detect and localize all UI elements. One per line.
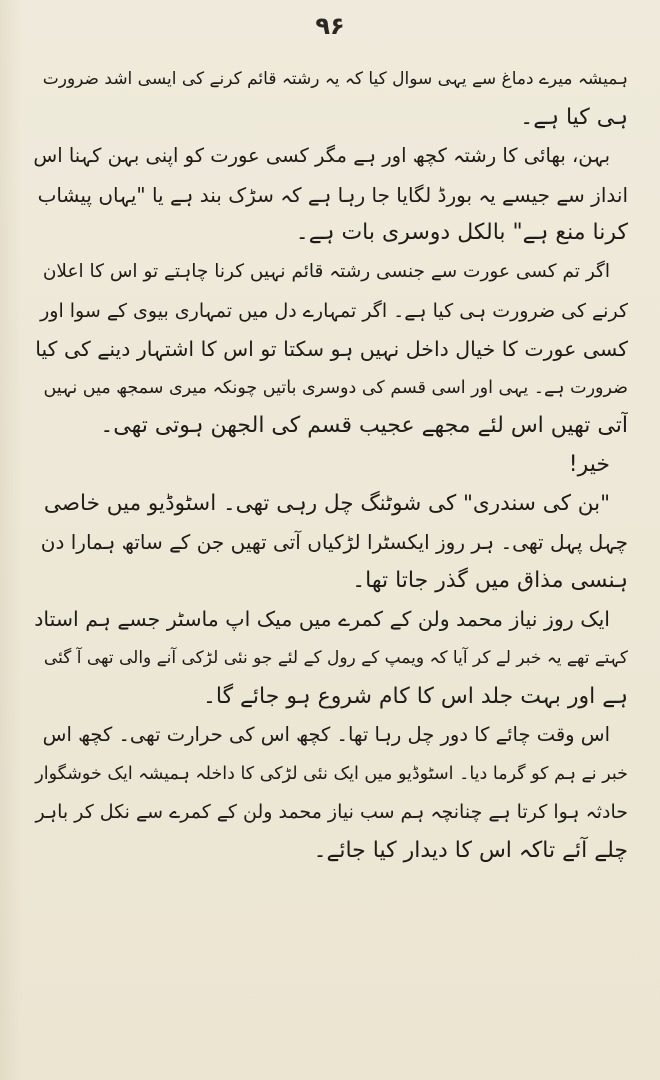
text-line-11: خیر!: [568, 451, 610, 477]
text-line-12: "بن کی سندری" کی شوٹنگ چل رہی تھی۔ اسٹوڈیو میں خاصی: [43, 490, 610, 516]
text-line-3: بہن، بھائی کا رشتہ کچھ اور ہے مگر کسی عورت کو اپنی بہن کہنا اس: [33, 144, 610, 168]
text-line-10: آتی تھیں اس لئے مجھے عجیب قسم کی الجھن ہوتی تھی۔: [100, 413, 628, 439]
text-line-14: ہنسی مذاق میں گذر جاتا تھا۔: [352, 567, 628, 593]
urdu-body-text: [32, 60, 628, 870]
text-line-7: کرنے کی ضرورت ہی کیا ہے۔ اگر تمہارے دل میں تمہاری بیوی کے سوا اور: [40, 299, 628, 322]
text-line-4: انداز سے جیسے یہ بورڈ لگایا جا رہا ہے کہ سڑک بند ہے یا "یہاں پیشاب: [37, 182, 628, 207]
text-line-19: خبر نے ہم کو گرما دیا۔ اسٹوڈیو میں ایک نئی لڑکی کا داخلہ ہمیشہ ایک خوشگوار: [35, 763, 628, 784]
text-line-17: ہے اور بہت جلد اس کا کام شروع ہو جائے گا۔: [202, 683, 628, 709]
text-line-5: کرنا منع ہے" بالکل دوسری بات ہے۔: [295, 220, 628, 246]
text-line-20: حادثہ ہوا کرتا ہے چنانچہ ہم سب نیاز محمد ولن کے کمرے سے نکل کر باہر: [35, 801, 628, 824]
text-line-16: کہتے تھے یہ خبر لے کر آیا کہ ویمپ کے رول کے لئے جو نئی لڑکی آنے والی تھی آ گئی: [43, 647, 628, 668]
page-number: ۹۶: [315, 12, 345, 40]
text-line-18: اس وقت چائے کا دور چل رہا تھا۔ کچھ اس کی حرارت تھی۔ کچھ اس: [42, 723, 610, 747]
text-line-15: ایک روز نیاز محمد ولن کے کمرے میں میک اپ ماسٹر جسے ہم استاد: [34, 607, 610, 632]
text-line-8: کسی عورت کا خیال داخل نہیں ہو سکتا تو اس کا اشتہار دینے کی کیا: [35, 337, 628, 362]
text-line-21: چلے آئے تاکہ اس کا دیدار کیا جائے۔: [313, 837, 628, 863]
text-line-1: ہمیشہ میرے دماغ سے یہی سوال کیا کہ یہ رشتہ قائم کرنے کی ایسی اشد ضرورت: [42, 69, 628, 89]
text-line-2: ہی کیا ہے۔: [520, 104, 628, 130]
text-line-9: ضرورت ہے۔ یہی اور اسی قسم کی دوسری باتیں چونکہ میری سمجھ میں نہیں: [43, 377, 628, 398]
text-line-6: اگر تم کسی عورت سے جنسی رشتہ قائم نہیں کرنا چاہتے تو اس کا اعلان: [42, 260, 610, 282]
text-line-13: چہل پہل تھی۔ ہر روز ایکسٹرا لڑکیاں آتی تھیں جن کے ساتھ ہمارا دن: [40, 530, 628, 555]
